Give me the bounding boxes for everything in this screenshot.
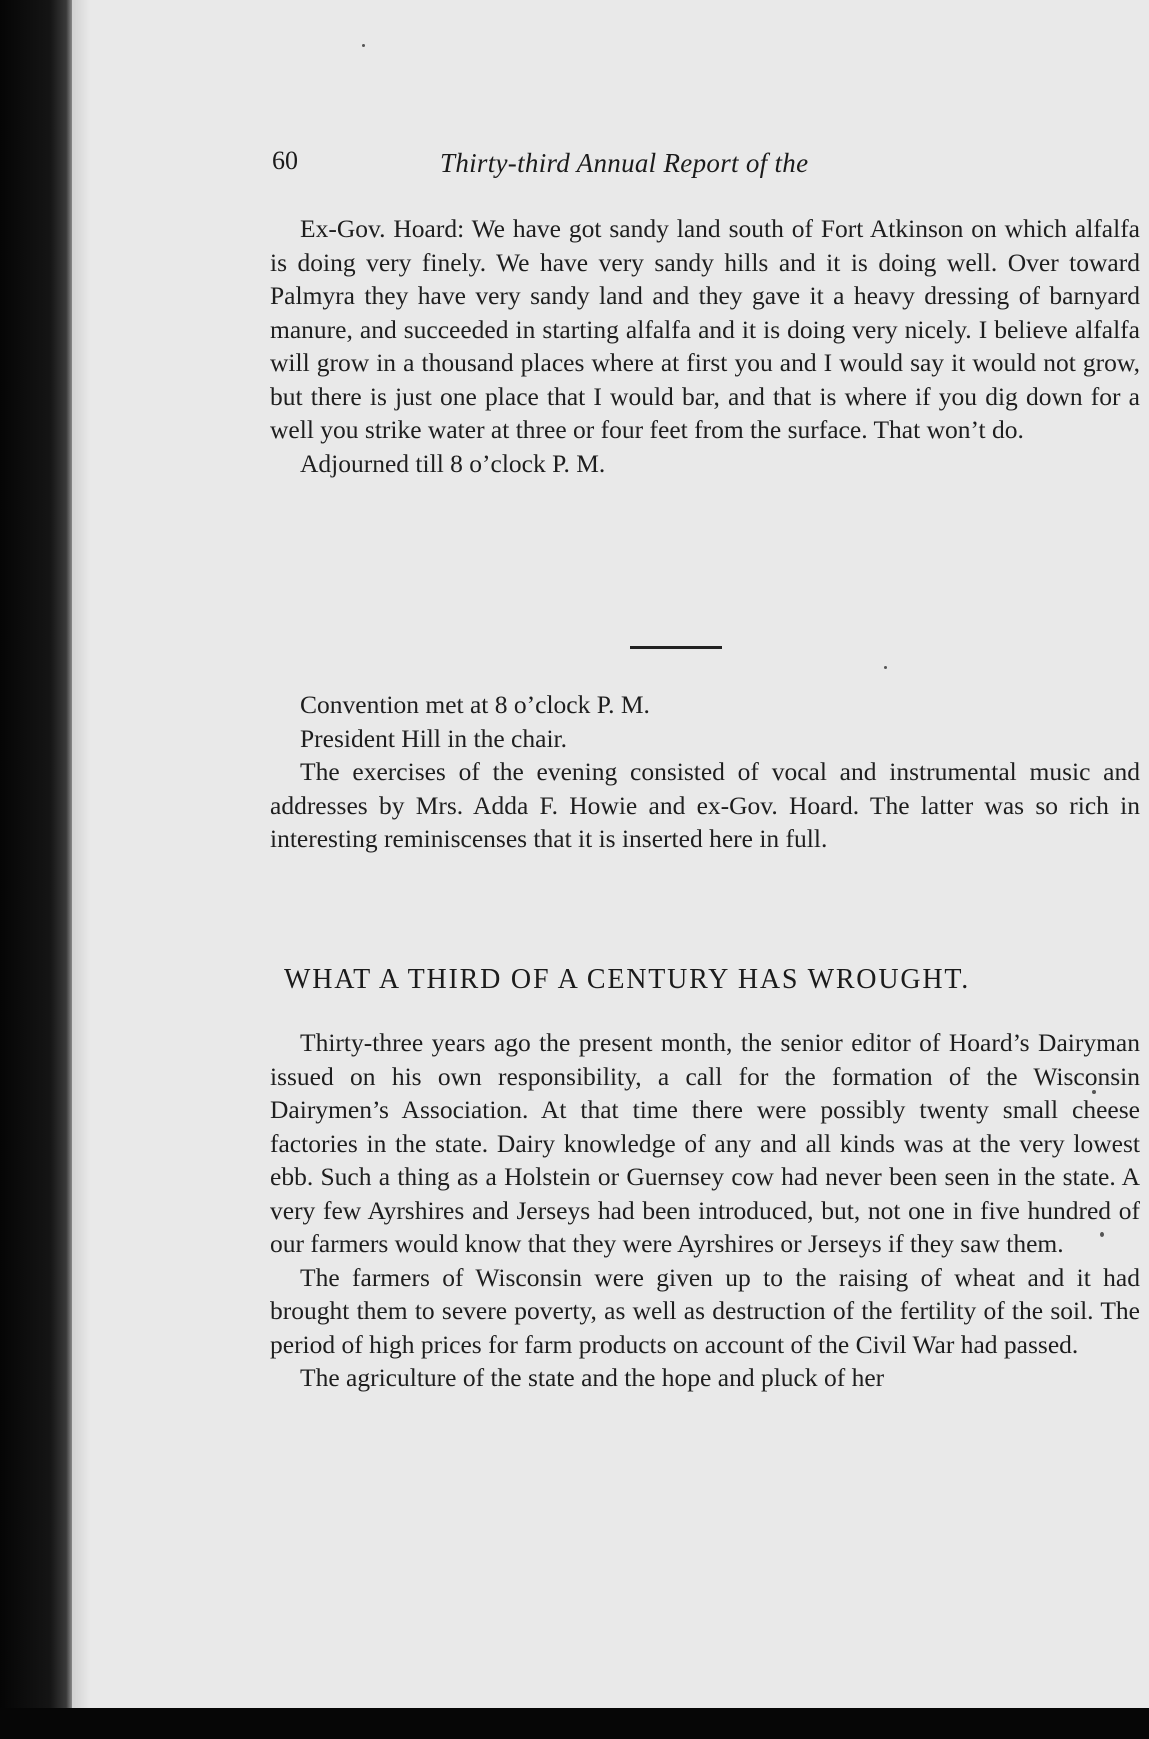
paragraph-hoard-remarks: Ex-Gov. Hoard: We have got sandy land south of Fort Atkinson on which alfalfa is doing very finely. We have very sandy hills and it is doing well. Over toward Palmyra they have very sandy land and they gave it a heavy dressing of barnyard manure, and succeeded in starting alfalfa and it is doing very nicely. I believe alfalfa will grow in a thousand places where at first you and I would say it would not grow, but there is just one place that I would bar, and that is where if you dig down for a well you strike water at three or four feet from the surface. That won’t do.: [270, 214, 1140, 444]
scan-speck: [362, 44, 365, 47]
paragraph-convention-met: Convention met at 8 o’clock P. M.: [300, 690, 650, 719]
paragraph-president-chair: President Hill in the chair.: [300, 723, 567, 753]
scan-left-margin: [0, 0, 72, 1739]
scan-speck: [1092, 1090, 1096, 1094]
scan-speck: [884, 666, 887, 669]
running-head: Thirty-third Annual Report of the: [440, 148, 809, 178]
page-header: [272, 146, 1092, 186]
section-divider: [630, 646, 722, 649]
section-heading: WHAT A THIRD OF A CENTURY HAS WROUGHT.: [284, 964, 971, 995]
paragraph-adjourned: Adjourned till 8 o’clock P. M.: [300, 448, 606, 478]
paragraph-farmers-wheat: The farmers of Wisconsin were given up to the raising of wheat and it had brought them to severe poverty, as well as destruction of the fertility of the soil. The period of high prices for farm products on account of the Civil War had passed.: [270, 1262, 1140, 1359]
article-text: [270, 1026, 1140, 1395]
book-page: [72, 0, 1149, 1708]
paragraph-exercises: The exercises of the evening consisted of vocal and instrumental music and addresses by Mrs. Adda F. Howie and ex-Gov. Hoard. The latter was so rich in interesting reminiscenses that it is inserted here in full.: [270, 757, 1140, 853]
paragraph-thirty-three-years: Thirty-three years ago the present month, the senior editor of Hoard’s Dairyman issued on his own responsibility, a call for the formation of the Wisconsin Dairymen’s Association. At that time there were possibly twenty small cheese factories in the state. Dairy knowledge of any and all kinds was at the very lowest ebb. Such a thing as a Holstein or Guernsey cow had never been seen in the state. A very few Ayrshires and Jerseys had been introduced, but, not one in five hundred of our farmers would know that they were Ayrshires or Jerseys if they saw them.: [270, 1028, 1140, 1258]
scan-bottom-margin: [0, 1708, 1149, 1739]
evening-session-text: [270, 688, 1140, 856]
page-number: 60: [272, 146, 298, 175]
discussion-text: [270, 212, 1140, 480]
scan-speck: [1100, 1232, 1104, 1237]
paragraph-agriculture: The agriculture of the state and the hope and pluck of her: [300, 1363, 885, 1392]
